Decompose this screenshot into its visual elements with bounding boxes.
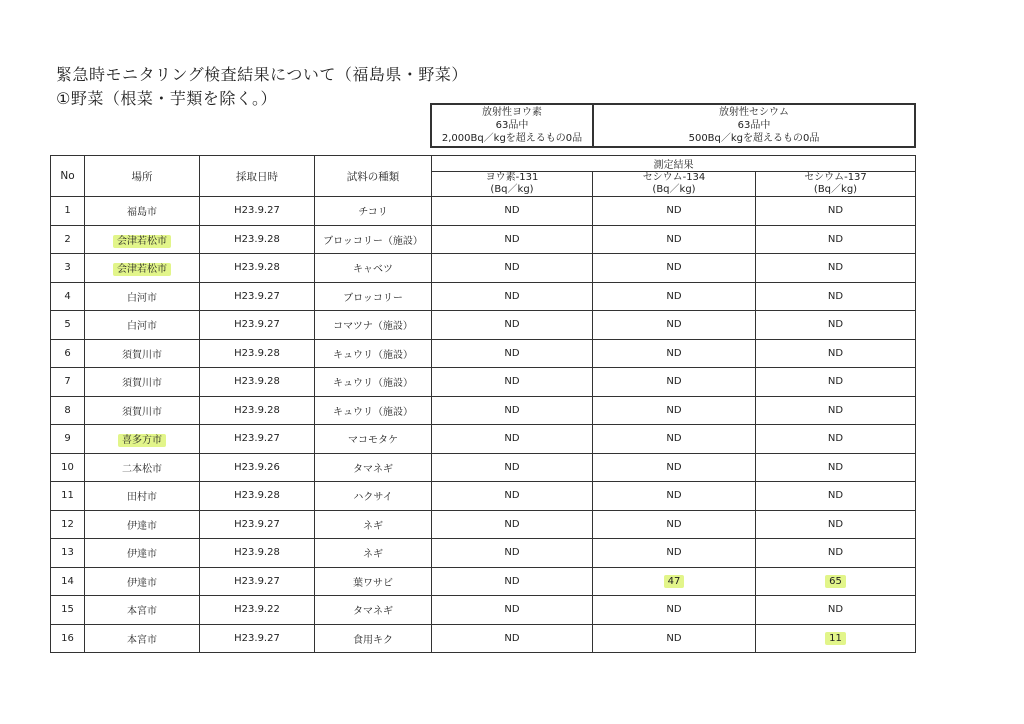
table-row (51, 453, 916, 482)
cell-cs134: ND (593, 453, 756, 482)
cell-place (85, 254, 200, 283)
table-row (51, 396, 916, 425)
header-date: 採取日時 (200, 156, 315, 197)
cell-place (85, 225, 200, 254)
cell-cs134: ND (593, 396, 756, 425)
header-cs137 (756, 172, 916, 197)
table-row (51, 197, 916, 226)
cell-place: 田村市 (85, 482, 200, 511)
cell-no: 15 (51, 596, 85, 625)
cell-date: H23.9.28 (200, 254, 315, 283)
cell-place (85, 425, 200, 454)
cell-date: H23.9.26 (200, 453, 315, 482)
cell-cs134: ND (593, 624, 756, 653)
cell-cs134: ND (593, 282, 756, 311)
highlighted-place: 喜多方市 (118, 434, 166, 447)
cell-cs137: ND (756, 453, 916, 482)
table-row (51, 624, 916, 653)
cell-i131: ND (432, 225, 593, 254)
header-i131-unit: (Bq／kg) (490, 184, 534, 195)
header-no: No (51, 156, 85, 197)
cell-cs137: ND (756, 311, 916, 340)
cell-place: 白河市 (85, 311, 200, 340)
cell-cs134: ND (593, 596, 756, 625)
cell-i131: ND (432, 197, 593, 226)
summary-cesium-count: 63品中 (737, 120, 771, 131)
cell-cs134: ND (593, 368, 756, 397)
cell-cs137: ND (756, 482, 916, 511)
cell-date: H23.9.27 (200, 425, 315, 454)
cell-cs137: ND (756, 368, 916, 397)
document-title: 緊急時モニタリング検査結果について（福島県・野菜） (56, 65, 468, 84)
header-i131-label: ヨウ素-131 (485, 172, 539, 183)
header-sample: 試料の種類 (315, 156, 432, 197)
cell-cs134 (593, 567, 756, 596)
highlighted-value: 65 (825, 575, 846, 588)
cell-no: 9 (51, 425, 85, 454)
cell-no: 7 (51, 368, 85, 397)
cell-sample: キュウリ（施設） (315, 396, 432, 425)
cell-sample: 葉ワサビ (315, 567, 432, 596)
cell-cs137: ND (756, 282, 916, 311)
cell-cs137: ND (756, 396, 916, 425)
cell-sample: ネギ (315, 510, 432, 539)
cell-no: 4 (51, 282, 85, 311)
cell-date: H23.9.28 (200, 339, 315, 368)
cell-date: H23.9.27 (200, 567, 315, 596)
cell-sample: ネギ (315, 539, 432, 568)
cell-date: H23.9.28 (200, 225, 315, 254)
cell-i131: ND (432, 510, 593, 539)
cell-i131: ND (432, 596, 593, 625)
cell-no: 14 (51, 567, 85, 596)
cell-place: 本宮市 (85, 596, 200, 625)
cell-no: 1 (51, 197, 85, 226)
cell-cs137: ND (756, 197, 916, 226)
cell-place: 須賀川市 (85, 396, 200, 425)
cell-cs134: ND (593, 425, 756, 454)
cell-no: 3 (51, 254, 85, 283)
cell-sample: 食用キク (315, 624, 432, 653)
header-result: 測定結果 (432, 156, 916, 172)
summary-iodine-count: 63品中 (495, 120, 529, 131)
header-cs137-unit: (Bq／kg) (813, 184, 858, 195)
cell-cs137 (756, 624, 916, 653)
cell-cs134: ND (593, 197, 756, 226)
cell-i131: ND (432, 282, 593, 311)
summary-cesium-name: 放射性セシウム (719, 107, 789, 118)
table-row (51, 282, 916, 311)
summary-iodine-name: 放射性ヨウ素 (482, 107, 542, 118)
header-cs134-label: セシウム-134 (642, 172, 706, 183)
table-row (51, 539, 916, 568)
cell-sample: ブロッコリー (315, 282, 432, 311)
cell-no: 2 (51, 225, 85, 254)
cell-sample: チコリ (315, 197, 432, 226)
cell-no: 13 (51, 539, 85, 568)
cell-cs137: ND (756, 254, 916, 283)
summary-cesium (593, 104, 915, 147)
table-row (51, 567, 916, 596)
table-row (51, 368, 916, 397)
cell-i131: ND (432, 539, 593, 568)
cell-sample: タマネギ (315, 596, 432, 625)
cell-i131: ND (432, 453, 593, 482)
header-cs134 (593, 172, 756, 197)
cell-i131: ND (432, 425, 593, 454)
cell-cs134: ND (593, 539, 756, 568)
cell-no: 16 (51, 624, 85, 653)
cell-cs137: ND (756, 539, 916, 568)
table-row (51, 482, 916, 511)
cell-no: 5 (51, 311, 85, 340)
cell-place: 白河市 (85, 282, 200, 311)
summary-iodine (431, 104, 593, 147)
summary-cesium-note: 500Bq／kgを超えるもの0品 (688, 133, 820, 144)
cell-date: H23.9.27 (200, 311, 315, 340)
table-row (51, 311, 916, 340)
highlighted-value: 11 (825, 632, 846, 645)
cell-date: H23.9.28 (200, 482, 315, 511)
cell-cs134: ND (593, 311, 756, 340)
cell-cs137: ND (756, 425, 916, 454)
cell-cs137: ND (756, 339, 916, 368)
cell-cs134: ND (593, 339, 756, 368)
cell-i131: ND (432, 254, 593, 283)
header-i131 (432, 172, 593, 197)
highlighted-place: 会津若松市 (113, 263, 171, 276)
cell-i131: ND (432, 624, 593, 653)
cell-date: H23.9.27 (200, 510, 315, 539)
cell-i131: ND (432, 396, 593, 425)
cell-i131: ND (432, 482, 593, 511)
table-row (51, 254, 916, 283)
cell-place: 本宮市 (85, 624, 200, 653)
document-subtitle: ①野菜（根菜・芋類を除く。） (56, 89, 278, 108)
header-cs134-unit: (Bq／kg) (652, 184, 696, 195)
header-place: 場所 (85, 156, 200, 197)
cell-i131: ND (432, 368, 593, 397)
cell-sample: キュウリ（施設） (315, 339, 432, 368)
cell-date: H23.9.27 (200, 197, 315, 226)
cell-cs137: ND (756, 596, 916, 625)
table-row (51, 225, 916, 254)
cell-sample: マコモタケ (315, 425, 432, 454)
cell-no: 11 (51, 482, 85, 511)
cell-no: 10 (51, 453, 85, 482)
table-row (51, 339, 916, 368)
cell-no: 6 (51, 339, 85, 368)
table-row (51, 425, 916, 454)
cell-place: 伊達市 (85, 510, 200, 539)
cell-i131: ND (432, 339, 593, 368)
cell-date: H23.9.22 (200, 596, 315, 625)
cell-sample: ハクサイ (315, 482, 432, 511)
highlighted-value: 47 (664, 575, 685, 588)
cell-date: H23.9.28 (200, 368, 315, 397)
cell-sample: ブロッコリー（施設） (315, 225, 432, 254)
cell-sample: コマツナ（施設） (315, 311, 432, 340)
cell-cs134: ND (593, 482, 756, 511)
cell-sample: タマネギ (315, 453, 432, 482)
cell-cs137: ND (756, 225, 916, 254)
highlighted-place: 会津若松市 (113, 235, 171, 248)
cell-place: 須賀川市 (85, 368, 200, 397)
table-row (51, 596, 916, 625)
cell-cs134: ND (593, 510, 756, 539)
cell-cs137: ND (756, 510, 916, 539)
cell-cs134: ND (593, 254, 756, 283)
summary-table (430, 103, 916, 148)
table-row (51, 510, 916, 539)
cell-place: 二本松市 (85, 453, 200, 482)
cell-place: 伊達市 (85, 567, 200, 596)
cell-date: H23.9.27 (200, 624, 315, 653)
results-table (50, 155, 916, 653)
header-cs137-label: セシウム-137 (804, 172, 867, 183)
cell-sample: キャベツ (315, 254, 432, 283)
cell-place: 伊達市 (85, 539, 200, 568)
cell-date: H23.9.27 (200, 282, 315, 311)
cell-i131: ND (432, 311, 593, 340)
cell-place: 須賀川市 (85, 339, 200, 368)
cell-i131: ND (432, 567, 593, 596)
cell-cs137 (756, 567, 916, 596)
summary-iodine-note: 2,000Bq／kgを超えるもの0品 (441, 133, 583, 144)
cell-place: 福島市 (85, 197, 200, 226)
cell-date: H23.9.28 (200, 396, 315, 425)
cell-no: 8 (51, 396, 85, 425)
cell-date: H23.9.28 (200, 539, 315, 568)
cell-no: 12 (51, 510, 85, 539)
cell-sample: キュウリ（施設） (315, 368, 432, 397)
cell-cs134: ND (593, 225, 756, 254)
